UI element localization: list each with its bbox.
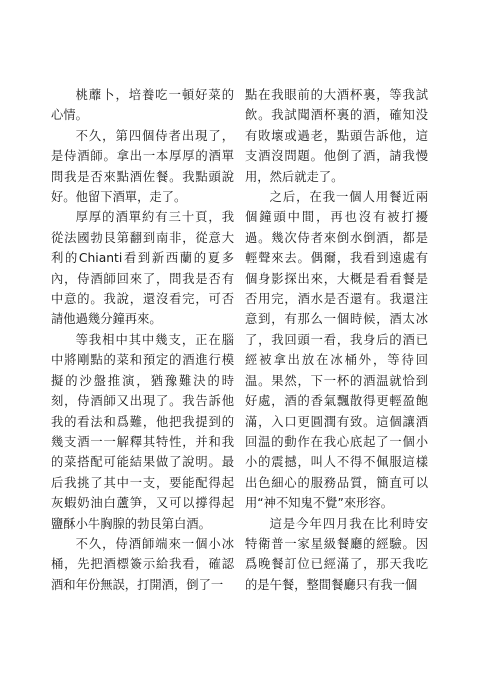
paragraph: 桃蘼卜，培養吃一頓好菜的心情。 — [51, 88, 234, 123]
text-column-left — [51, 85, 234, 595]
paragraph: 厚厚的酒單約有三十頁，我從法國勃艮第翻到南非，從意大利的Chianti看到新西蘭的夏多內，侍酒師回來了，問我是否有中意的。我說，還沒看完，可否請他過幾分鐘再來。 — [51, 210, 234, 327]
text-column-right — [245, 85, 428, 595]
paragraph: 點在我眼前的大酒杯裏，等我試飲。我試聞酒杯裏的酒，確知没有敗壞或過老，點頭告訴他，這支酒沒問題。他倒了酒，請我慢用，然后就走了。 — [245, 88, 428, 184]
paragraph: 不久，侍酒師端來一個小冰桶，先把酒標簽示給我看，確認酒和年份無誤，打開酒，倒了一 — [51, 536, 234, 592]
paragraph: 等我相中其中幾支，正在腦中將剛點的菜和預定的酒進行模擬的沙盤推演，猶豫難決的時刻，侍酒師又出現了。我告訴他我的看法和爲難，他把我提到的幾支酒一一解釋其特性，并和我的菜搭配可能結果做了說明。最后我挑了其中一支，要能配得起灰蝦奶油白蘆笋，又可以撐得起鹽酥小牛胸腺的勃艮第白酒。 — [51, 332, 234, 531]
paragraph: 不久，第四個侍者出現了，是侍酒師。拿出一本厚厚的酒單問我是否來點酒佐餐。我點頭說好。他留下酒單，走了。 — [51, 128, 234, 205]
paragraph: 這是今年四月我在比利時安特衛普一家星級餐廳的經驗。因爲晚餐訂位已經滿了，那天我吃的是午餐，整間餐廳只有我一個 — [245, 516, 428, 592]
paragraph: 之后，在我一個人用餐近兩個鐘頭中間，再也沒有被打擾過。幾次侍者來倒水倒酒，都是輕聲來去。偶爾，我看到遠處有個身影探出來，大概是看看餐是否用完，酒水是否還有。我還注意到，有那么一個時候，酒太冰了，我回頭一看，我身后的酒已經被拿出放在冰桶外，等待回温。果然，下一杯的酒温就恰到好處，酒的香氣飄散得更輕盈飽滿，入口更圓潤有致。這個讓酒回温的動作在我心底起了一個小小的震撼，叫人不得不佩服這樣出色細心的服務品質，簡直可以用“神不知鬼不覺”來形容。 — [245, 190, 428, 511]
